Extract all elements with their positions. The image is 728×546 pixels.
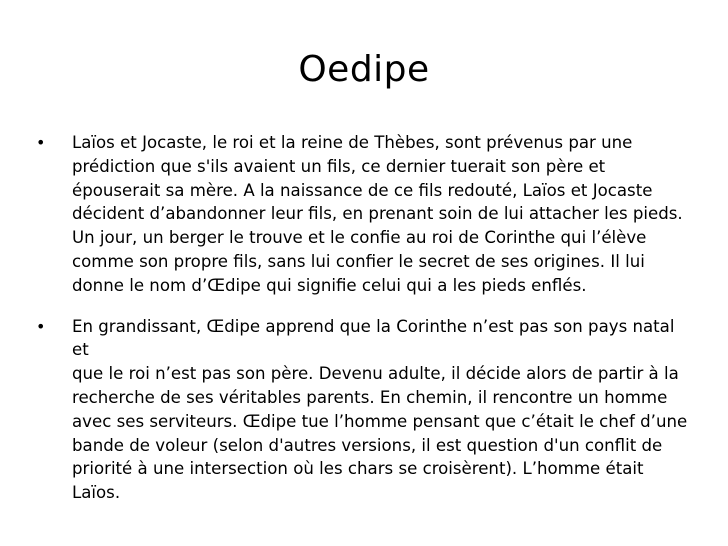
bullet-line: donne le nom d’Œdipe qui signifie celui qui a les pieds enflés. <box>72 275 587 295</box>
slide-title: Oedipe <box>298 49 430 90</box>
bullet-line: prédiction que s'ils avaient un fils, ce dernier tuerait son père et <box>72 156 606 176</box>
bullet-line: recherche de ses véritables parents. En chemin, il rencontre un homme <box>72 387 668 407</box>
bullet-line: que le roi n’est pas son père. Devenu adulte, il décide alors de partir à la <box>72 364 679 384</box>
bullet-line: avec ses serviteurs. Œdipe tue l’homme pensant que c’était le chef d’une <box>72 411 688 431</box>
bullet-line: Un jour, un berger le trouve et le confie au roi de Corinthe qui l’élève <box>72 228 647 248</box>
bullet-icon: • <box>36 316 46 336</box>
bullet-line: Laïos. <box>72 483 121 503</box>
bullet-line: priorité à une intersection où les chars se croisèrent). L’homme était <box>72 459 644 479</box>
bullet-line: épouserait sa mère. A la naissance de ce fils redouté, Laïos et Jocaste <box>72 180 653 200</box>
bullet-list <box>36 131 696 505</box>
bullet-icon: • <box>36 133 46 152</box>
bullet-line: Laïos et Jocaste, le roi et la reine de Thèbes, sont prévenus par une <box>72 133 633 152</box>
bullet-item-1 <box>36 131 696 298</box>
bullet-line: comme son propre fils, sans lui confier le secret de ses origines. Il lui <box>72 251 645 271</box>
bullet-line: bande de voleur (selon d'autres versions, il est question d'un conflit de <box>72 435 663 455</box>
bullet-line: décident d’abandonner leur fils, en prenant soin de lui attacher les pieds. <box>72 204 683 224</box>
bullet-item-2 <box>36 315 696 505</box>
bullet-line: En grandissant, Œdipe apprend que la Corinthe n’est pas son pays natal et <box>72 316 675 360</box>
